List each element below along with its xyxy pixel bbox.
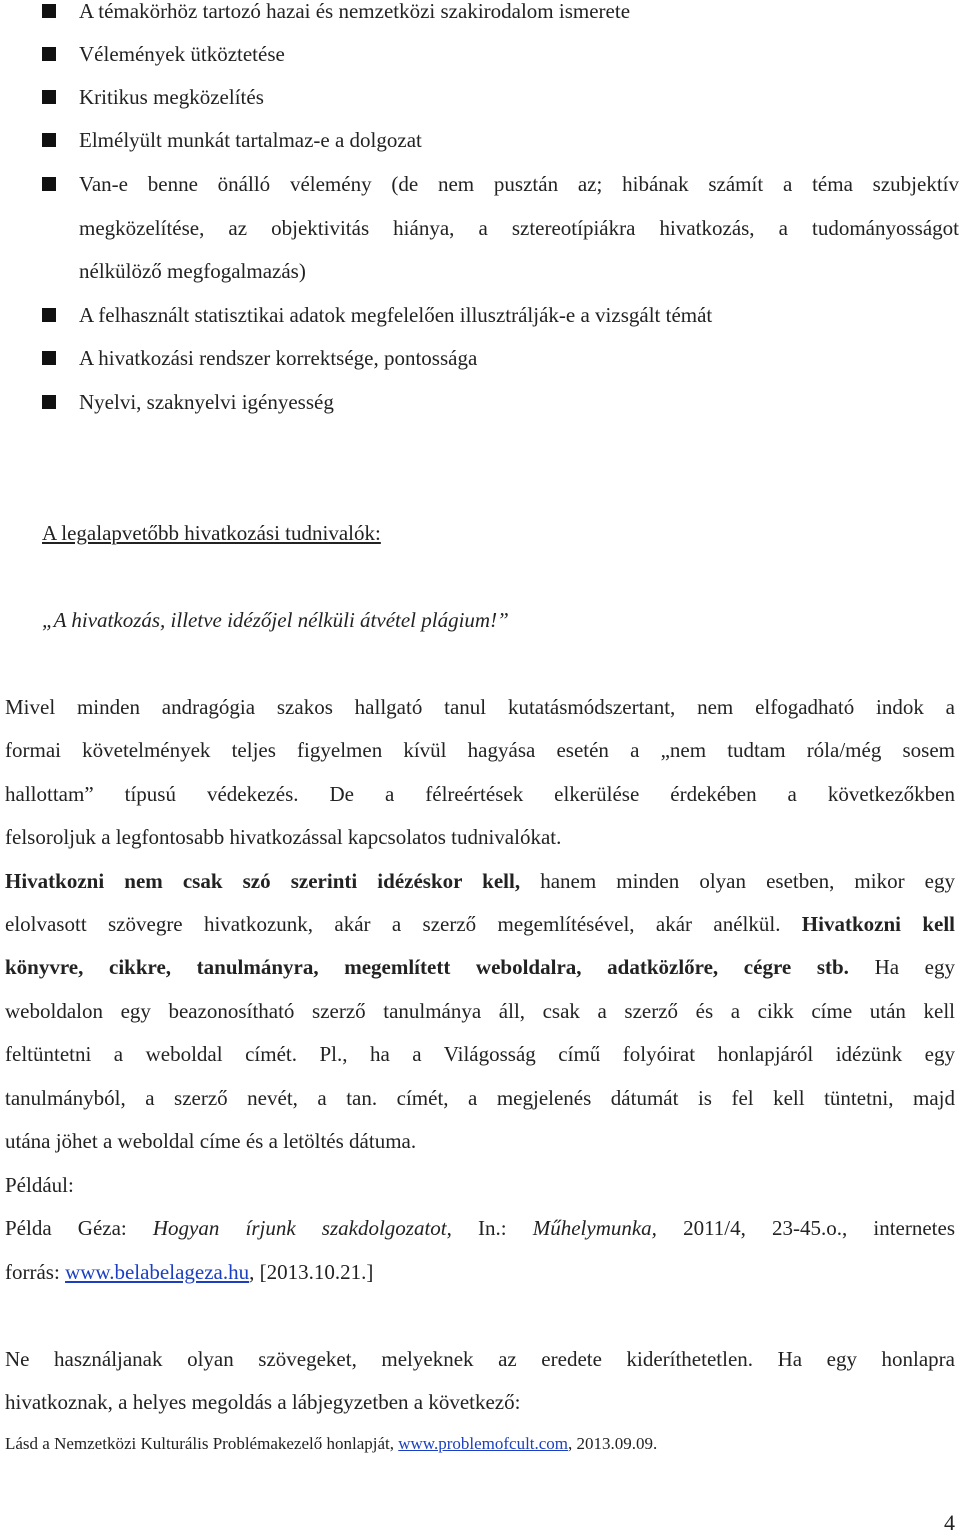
bullet-square-icon (42, 47, 56, 61)
bullet-square-icon (42, 351, 56, 365)
list-item-text: A témakörhöz tartozó hazai és nemzetközi szakirodalom ismerete (79, 0, 631, 23)
bullet-square-icon (42, 90, 56, 104)
list-item-text: Van-e benne önálló vélemény (de nem pusztán az; hibának számít a téma szubjektív megközelítése, az objektivitás hiánya, a sztereotípiákra hivatkozás, a tudományosságot nélkülöző megfogalmazás) (79, 172, 959, 283)
list-item-text: Kritikus megközelítés (79, 85, 264, 109)
list-item-text: Nyelvi, szaknyelvi igényesség (79, 390, 334, 414)
bullet-square-icon (42, 177, 56, 191)
section-title: A legalapvetőbb hivatkozási tudnivalók: (42, 521, 381, 545)
example-url-link[interactable]: www.belabelageza.hu (65, 1260, 250, 1284)
list-item-text: Vélemények ütköztetése (79, 42, 285, 66)
bullet-square-icon (42, 308, 56, 322)
list-item-text: Elmélyült munkát tartalmaz-e a dolgozat (79, 128, 422, 152)
bullet-square-icon (42, 133, 56, 147)
example-label: Például: (5, 1173, 74, 1197)
list-item-text: A hivatkozási rendszer korrektsége, pontossága (79, 346, 478, 370)
footnote-url-link[interactable]: www.problemofcult.com (398, 1434, 569, 1453)
footnote-example: Lásd a Nemzetközi Kulturális Problémakezelő honlapját, www.problemofcult.com, 2013.09.09. (5, 1434, 658, 1453)
page-number: 4 (944, 1510, 955, 1535)
quote: „A hivatkozás, illetve idézőjel nélküli átvétel plágium!” (42, 608, 509, 632)
bullet-square-icon (42, 4, 56, 18)
list-item-text: A felhasznált statisztikai adatok megfelelően illusztrálják-e a vizsgált témát (79, 303, 713, 327)
bullet-square-icon (42, 395, 56, 409)
